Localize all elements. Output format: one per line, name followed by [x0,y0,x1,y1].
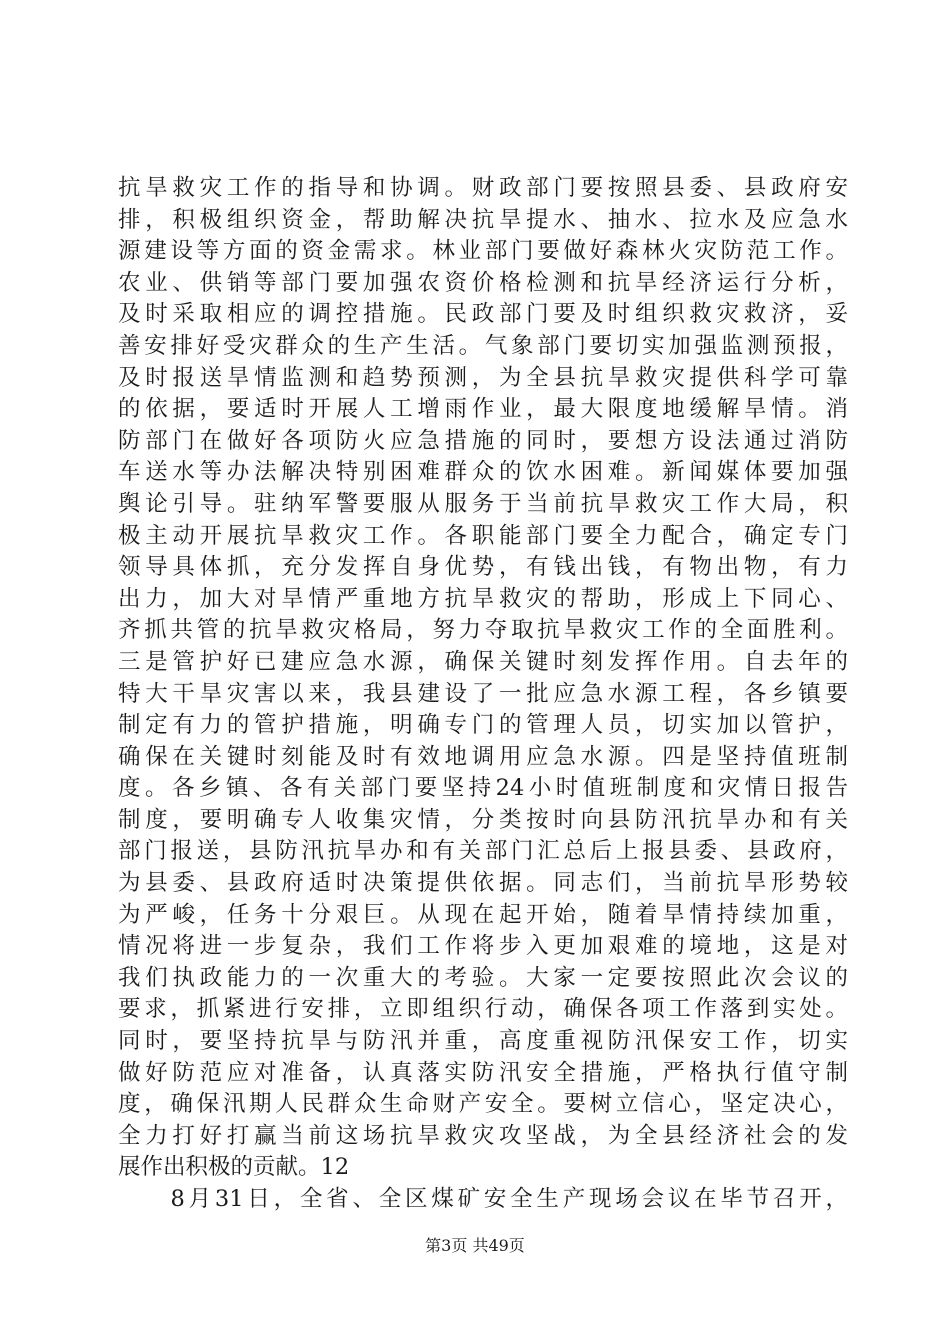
text-line: 同时，要坚持抗旱与防汛并重，高度重视防汛保安工作，切实 [118,1028,848,1055]
text-line: 度。各乡镇、各有关部门要坚持24小时值班制度和灾情日报告 [118,775,848,802]
text-line: 制度，要明确专人收集灾情，分类按时向县防汛抗旱办和有关 [118,806,848,833]
text-line: 特大干旱灾害以来，我县建设了一批应急水源工程，各乡镇要 [118,680,848,707]
text-line-paragraph-end: 展作出积极的贡献。12 [118,1154,350,1181]
text-line: 我们执政能力的一次重大的考验。大家一定要按照此次会议的 [118,964,848,991]
text-line: 抗旱救灾工作的指导和协调。财政部门要按照县委、县政府安 [118,175,848,201]
text-line: 情况将进一步复杂，我们工作将步入更加艰难的境地，这是对 [118,933,848,960]
text-line: 为县委、县政府适时决策提供依据。同志们，当前抗旱形势较 [118,870,848,897]
text-line: 防部门在做好各项防火应急措施的同时，要想方设法通过消防 [118,427,848,454]
text-line: 度，确保汛期人民群众生命财产安全。要树立信心，坚定决心， [118,1091,848,1118]
text-line: 确保在关键时刻能及时有效地调用应急水源。四是坚持值班制 [118,743,848,770]
text-line: 齐抓共管的抗旱救灾格局，努力夺取抗旱救灾工作的全面胜利。 [118,617,848,644]
text-line: 要求，抓紧进行安排，立即组织行动，确保各项工作落到实处。 [118,996,848,1023]
text-line: 做好防范应对准备，认真落实防汛安全措施，严格执行值守制 [118,1059,848,1086]
text-line: 三是管护好已建应急水源，确保关键时刻发挥作用。自去年的 [118,648,848,675]
text-line: 舆论引导。驻纳军警要服从服务于当前抗旱救灾工作大局，积 [118,490,848,517]
text-line: 领导具体抓，充分发挥自身优势，有钱出钱，有物出物，有力 [118,554,848,581]
text-line: 及时采取相应的调控措施。民政部门要及时组织救灾救济，妥 [118,301,848,328]
text-line: 出力，加大对旱情严重地方抗旱救灾的帮助，形成上下同心、 [118,585,848,612]
text-line: 及时报送旱情监测和趋势预测，为全县抗旱救灾提供科学可靠 [118,364,848,391]
text-line-paragraph-start: 8月31日，全省、全区煤矿安全生产现场会议在毕节召开， [118,1186,848,1212]
text-line: 部门报送，县防汛抗旱办和有关部门汇总后上报县委、县政府， [118,838,848,865]
page-footer: 第3页 共49页 [425,1236,525,1255]
text-line: 农业、供销等部门要加强农资价格检测和抗旱经济运行分析， [118,269,848,296]
text-line: 全力打好打赢当前这场抗旱救灾攻坚战，为全县经济社会的发 [118,1122,848,1149]
body-text [118,173,848,1216]
text-line: 车送水等办法解决特别困难群众的饮水困难。新闻媒体要加强 [118,459,848,486]
text-line: 源建设等方面的资金需求。林业部门要做好森林火灾防范工作。 [118,238,848,265]
text-line: 为严峻，任务十分艰巨。从现在起开始，随着旱情持续加重， [118,901,848,928]
text-line: 的依据，要适时开展人工增雨作业，最大限度地缓解旱情。消 [118,396,848,423]
text-line: 制定有力的管护措施，明确专门的管理人员，切实加以管护， [118,712,848,739]
text-line: 排，积极组织资金，帮助解决抗旱提水、抽水、拉水及应急水 [118,206,848,233]
text-line: 极主动开展抗旱救灾工作。各职能部门要全力配合，确定专门 [118,522,848,549]
text-line: 善安排好受灾群众的生产生活。气象部门要切实加强监测预报， [118,332,848,359]
